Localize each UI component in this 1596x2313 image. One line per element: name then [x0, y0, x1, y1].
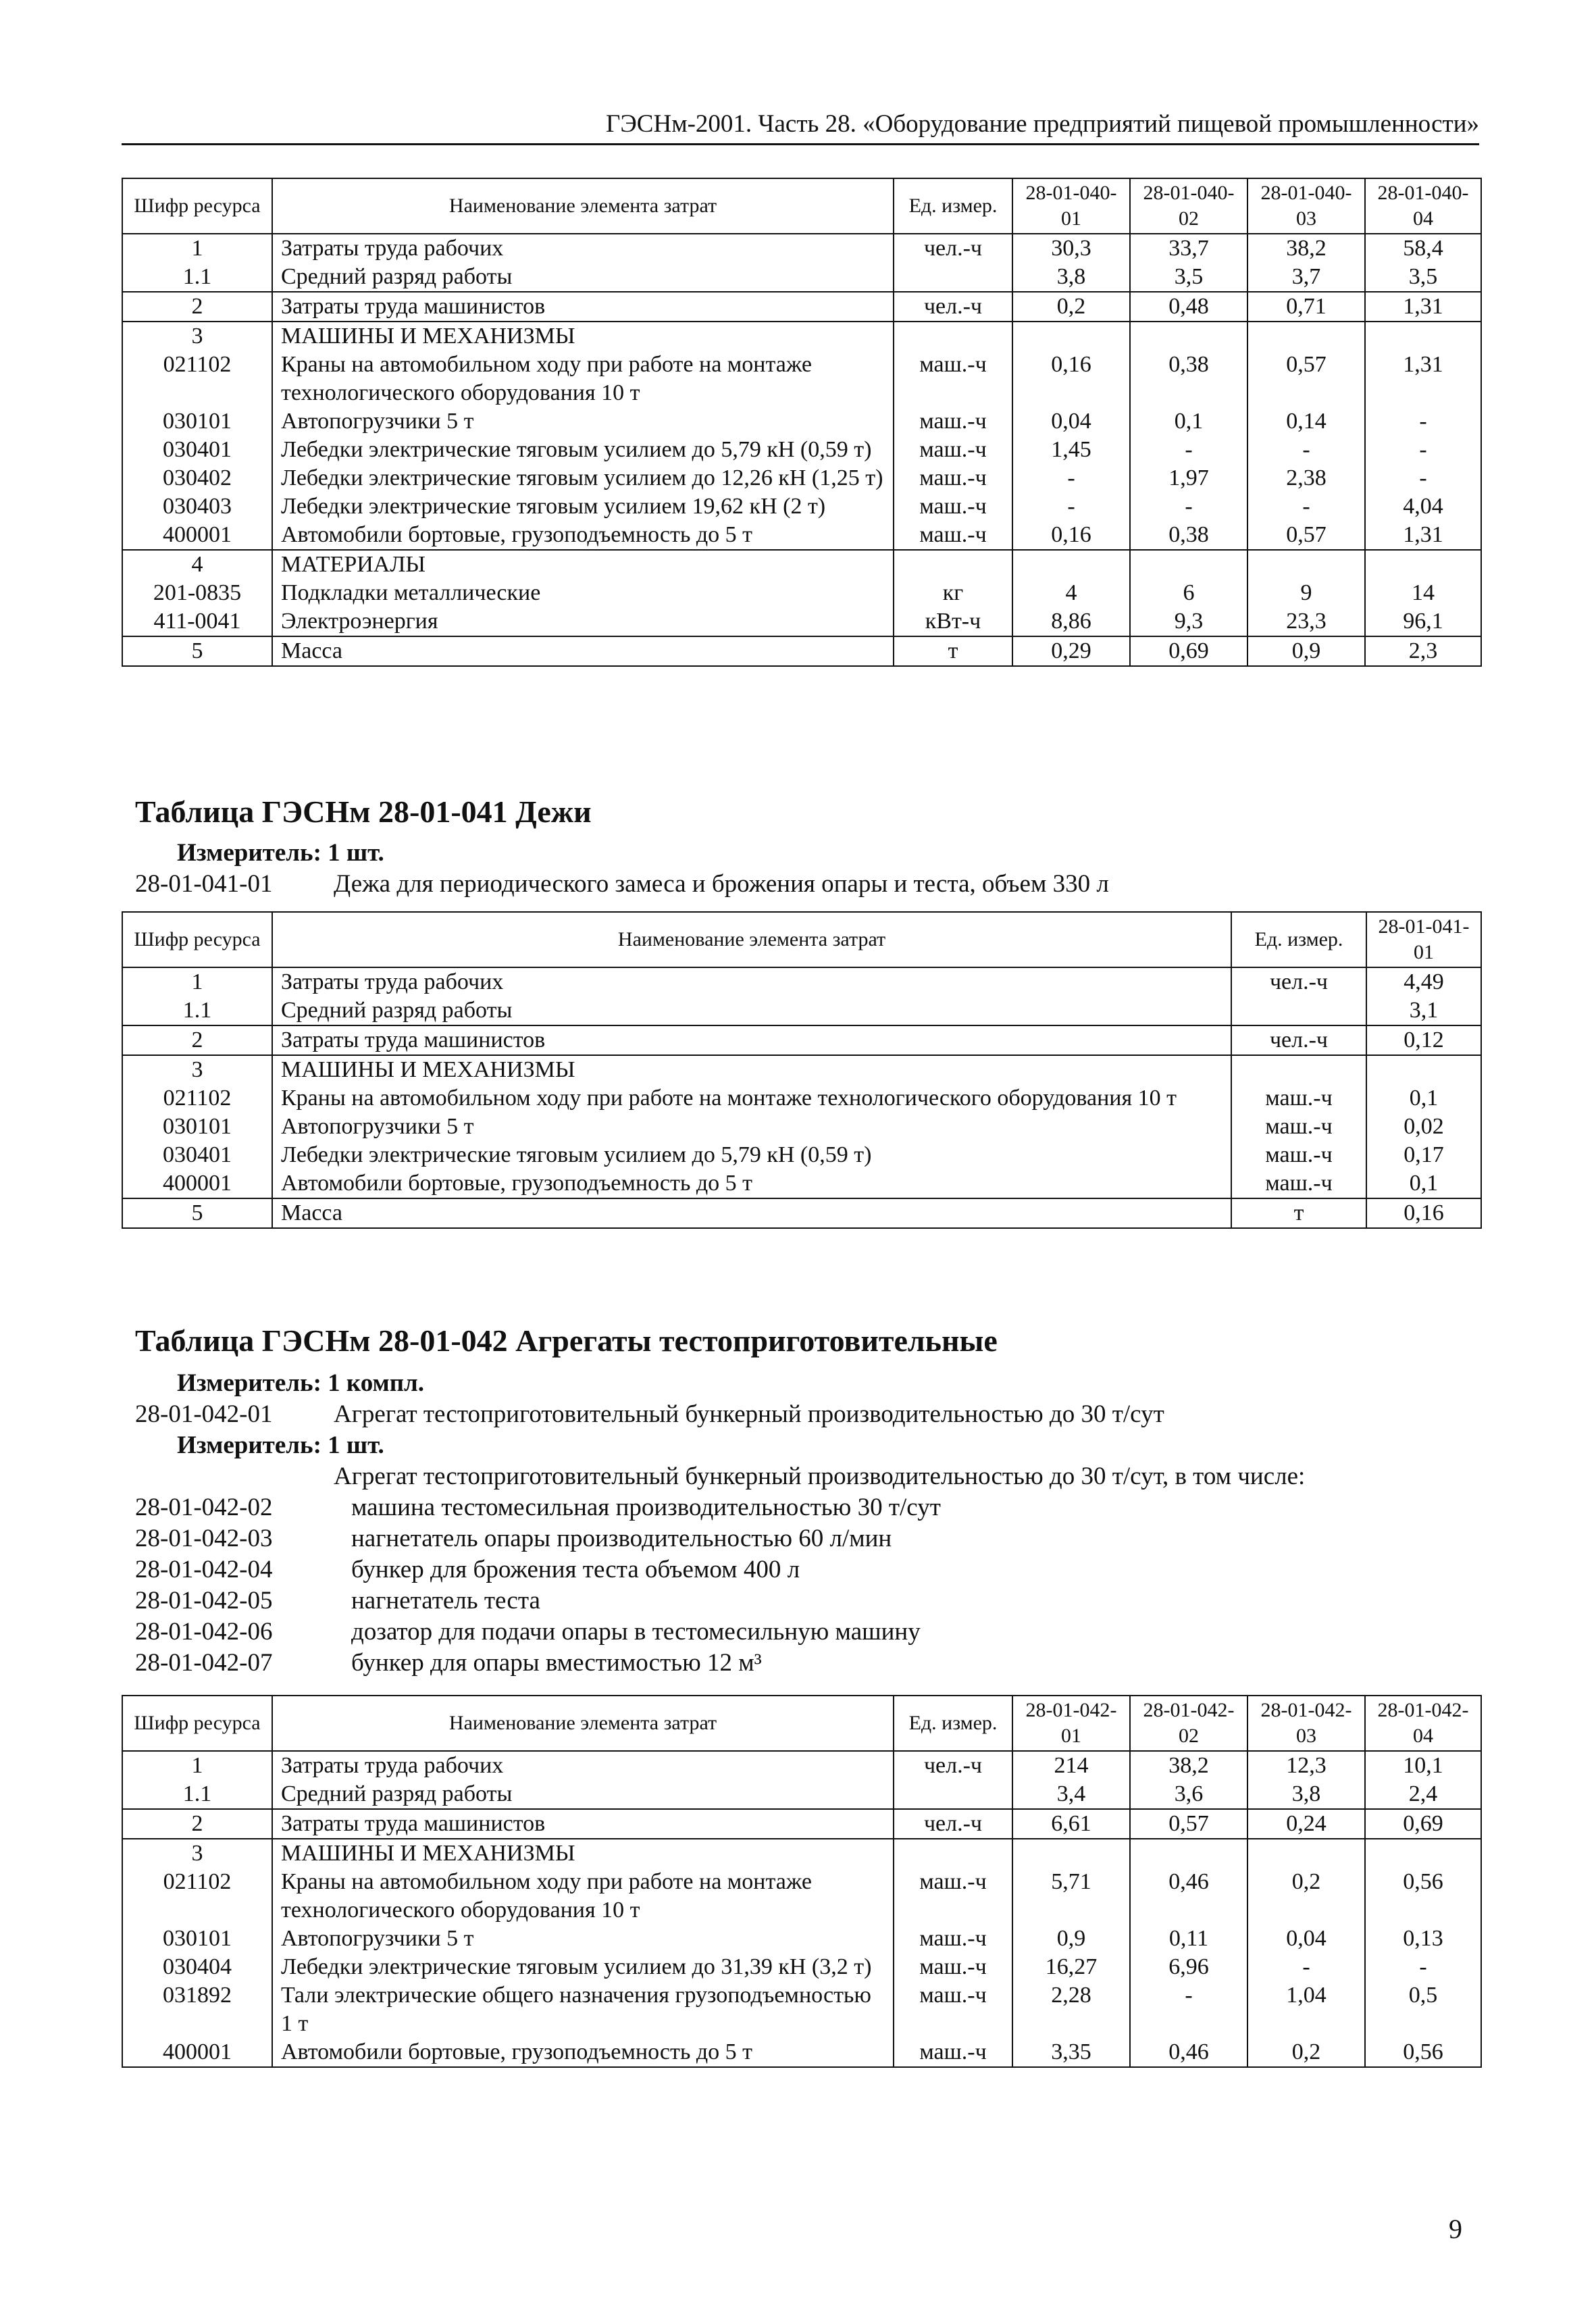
row-value: - — [1130, 1981, 1247, 2038]
table-row — [122, 996, 1481, 1025]
row-unit — [1231, 996, 1366, 1025]
row-name: Средний разряд работы — [272, 263, 894, 292]
row-value: - — [1012, 464, 1130, 492]
row-value: 0,24 — [1247, 1809, 1365, 1839]
col-header-040-03: 28-01-040-03 — [1247, 178, 1365, 234]
row-unit: чел.-ч — [894, 292, 1012, 322]
row-value — [1012, 1839, 1130, 1868]
col-header-unit: Ед. измер. — [894, 178, 1012, 234]
col-header-name: Наименование элемента затрат — [272, 912, 1231, 967]
row-value — [1012, 322, 1130, 351]
row-value: - — [1365, 436, 1481, 464]
row-value: 0,38 — [1130, 521, 1247, 550]
item-code: 28-01-042-02 — [135, 1494, 273, 1521]
row-value: 33,7 — [1130, 234, 1247, 263]
table-row — [122, 550, 1481, 579]
col-header-042-04: 28-01-042-04 — [1365, 1696, 1481, 1751]
col-header-code: Шифр ресурса — [122, 1696, 272, 1751]
row-code: 030101 — [122, 1925, 272, 1953]
row-name: Лебедки электрические тяговым усилием 19,62 кН (2 т) — [272, 492, 894, 521]
row-value: 0,1 — [1366, 1169, 1481, 1198]
table-header-row — [122, 1696, 1481, 1751]
row-name: Краны на автомобильном ходу при работе на монтаже технологического оборудования 10 т — [272, 1868, 894, 1925]
row-value: 0,57 — [1247, 351, 1365, 407]
row-unit: маш.-ч — [894, 1981, 1012, 2038]
row-name: Автомобили бортовые, грузоподъемность до 5 т — [272, 521, 894, 550]
section-heading-machines: МАШИНЫ И МЕХАНИЗМЫ — [272, 1839, 894, 1868]
row-unit: чел.-ч — [1231, 967, 1366, 996]
table-row — [122, 1084, 1481, 1113]
row-unit — [894, 263, 1012, 292]
row-code: 021102 — [122, 1084, 272, 1113]
resource-table-040 — [122, 178, 1482, 667]
row-name: Средний разряд работы — [272, 996, 1231, 1025]
row-value: 16,27 — [1012, 1953, 1130, 1981]
row-code: 2 — [122, 1025, 272, 1055]
item-description: бункер для опары вместимостью 12 м³ — [351, 1649, 762, 1677]
row-unit: кВт-ч — [894, 607, 1012, 636]
row-value: 3,4 — [1012, 1780, 1130, 1809]
row-unit: т — [894, 636, 1012, 666]
row-name: Затраты труда рабочих — [272, 234, 894, 263]
table-row — [122, 1198, 1481, 1228]
row-code: 3 — [122, 322, 272, 351]
row-unit: маш.-ч — [1231, 1113, 1366, 1141]
row-name: Затраты труда рабочих — [272, 967, 1231, 996]
row-code: 201-0835 — [122, 579, 272, 607]
row-unit: маш.-ч — [894, 464, 1012, 492]
row-unit — [894, 1780, 1012, 1809]
row-value: - — [1130, 436, 1247, 464]
row-value: 0,71 — [1247, 292, 1365, 322]
row-code: 030401 — [122, 1141, 272, 1169]
row-value — [1130, 1839, 1247, 1868]
item-code: 28-01-041-01 — [135, 870, 273, 898]
row-value: 0,16 — [1012, 521, 1130, 550]
row-name: Масса — [272, 636, 894, 666]
table-row — [122, 492, 1481, 521]
row-code: 400001 — [122, 2038, 272, 2067]
row-name: Автопогрузчики 5 т — [272, 1113, 1231, 1141]
row-value: 1,31 — [1365, 351, 1481, 407]
row-value: 14 — [1365, 579, 1481, 607]
row-value: 0,14 — [1247, 407, 1365, 436]
row-code: 1.1 — [122, 263, 272, 292]
row-value: 0,16 — [1366, 1198, 1481, 1228]
row-value: 12,3 — [1247, 1751, 1365, 1780]
item-description: нагнетатель теста — [351, 1587, 540, 1615]
row-code: 1 — [122, 234, 272, 263]
row-value: 3,35 — [1012, 2038, 1130, 2067]
row-unit: маш.-ч — [894, 521, 1012, 550]
row-value: 6 — [1130, 579, 1247, 607]
row-unit: маш.-ч — [894, 1953, 1012, 1981]
col-header-040-02: 28-01-040-02 — [1130, 178, 1247, 234]
table-row — [122, 1868, 1481, 1925]
row-value: 0,46 — [1130, 2038, 1247, 2067]
row-name: Тали электрические общего назначения грузоподъемностью 1 т — [272, 1981, 894, 2038]
row-value: 1,97 — [1130, 464, 1247, 492]
row-value: 3,6 — [1130, 1780, 1247, 1809]
row-name: Лебедки электрические тяговым усилием до 5,79 кН (0,59 т) — [272, 1141, 1231, 1169]
row-value: - — [1365, 1953, 1481, 1981]
row-code: 1.1 — [122, 996, 272, 1025]
item-description: бункер для брожения теста объемом 400 л — [351, 1556, 800, 1583]
row-value: 2,3 — [1365, 636, 1481, 666]
row-code: 4 — [122, 550, 272, 579]
table-row — [122, 967, 1481, 996]
row-code: 5 — [122, 1198, 272, 1228]
row-name: Автомобили бортовые, грузоподъемность до 5 т — [272, 1169, 1231, 1198]
row-value: 8,86 — [1012, 607, 1130, 636]
row-code: 030101 — [122, 407, 272, 436]
row-value: - — [1365, 407, 1481, 436]
row-name: Автопогрузчики 5 т — [272, 407, 894, 436]
col-header-code: Шифр ресурса — [122, 178, 272, 234]
table-row — [122, 1141, 1481, 1169]
table-title-041: Таблица ГЭСНм 28-01-041 Дежи — [135, 794, 592, 829]
row-value: 4,49 — [1366, 967, 1481, 996]
row-name: Автопогрузчики 5 т — [272, 1925, 894, 1953]
row-value: 0,46 — [1130, 1868, 1247, 1925]
row-code: 1.1 — [122, 1780, 272, 1809]
row-name: Средний разряд работы — [272, 1780, 894, 1809]
row-value: 0,04 — [1012, 407, 1130, 436]
row-value: 0,17 — [1366, 1141, 1481, 1169]
table-row — [122, 1981, 1481, 2038]
row-code: 021102 — [122, 351, 272, 407]
table-row — [122, 1055, 1481, 1084]
row-value: 0,57 — [1247, 521, 1365, 550]
row-unit: маш.-ч — [1231, 1084, 1366, 1113]
row-unit: маш.-ч — [1231, 1169, 1366, 1198]
item-description: Дежа для периодического замеса и брожения опары и теста, объем 330 л — [334, 870, 1109, 898]
meter-041: Измеритель: 1 шт. — [177, 839, 384, 867]
row-value: 3,8 — [1247, 1780, 1365, 1809]
row-unit: чел.-ч — [1231, 1025, 1366, 1055]
col-header-040-04: 28-01-040-04 — [1365, 178, 1481, 234]
row-value — [1130, 550, 1247, 579]
table-row — [122, 2038, 1481, 2067]
row-value — [1247, 1839, 1365, 1868]
row-value: 96,1 — [1365, 607, 1481, 636]
table-row — [122, 1751, 1481, 1780]
row-unit — [1231, 1055, 1366, 1084]
row-name: Затраты труда машинистов — [272, 1809, 894, 1839]
row-code: 030401 — [122, 436, 272, 464]
row-code: 3 — [122, 1839, 272, 1868]
row-unit: кг — [894, 579, 1012, 607]
row-value: 10,1 — [1365, 1751, 1481, 1780]
item-code: 28-01-042-07 — [135, 1649, 273, 1677]
row-name: Краны на автомобильном ходу при работе на монтаже технологического оборудования 10 т — [272, 351, 894, 407]
table-row — [122, 292, 1481, 322]
table-row — [122, 1809, 1481, 1839]
row-value: 0,2 — [1247, 2038, 1365, 2067]
row-value — [1365, 322, 1481, 351]
table-row — [122, 1169, 1481, 1198]
row-unit: маш.-ч — [894, 1868, 1012, 1925]
row-unit: маш.-ч — [894, 436, 1012, 464]
row-value — [1365, 1839, 1481, 1868]
item-description: дозатор для подачи опары в тестомесильную машину — [351, 1618, 921, 1646]
item-description: Агрегат тестоприготовительный бункерный производительностью до 30 т/сут — [334, 1400, 1164, 1428]
row-code: 031892 — [122, 1981, 272, 2038]
row-name: Подкладки металлические — [272, 579, 894, 607]
row-code: 400001 — [122, 1169, 272, 1198]
row-unit: маш.-ч — [894, 351, 1012, 407]
row-value: 0,56 — [1365, 1868, 1481, 1925]
section-heading-machines: МАШИНЫ И МЕХАНИЗМЫ — [272, 322, 894, 351]
resource-table-042 — [122, 1695, 1482, 2068]
row-code: 411-0041 — [122, 607, 272, 636]
table-title-042: Таблица ГЭСНм 28-01-042 Агрегаты тестоприготовительные — [135, 1323, 998, 1358]
running-header: ГЭСНм-2001. Часть 28. «Оборудование предприятий пищевой промышленности» — [122, 108, 1479, 145]
item-description: машина тестомесильная производительностью 30 т/сут — [351, 1494, 941, 1521]
col-header-041-01: 28-01-041-01 — [1366, 912, 1481, 967]
items-intro: Агрегат тестоприготовительный бункерный производительностью до 30 т/сут, в том числе: — [334, 1463, 1306, 1490]
row-unit: чел.-ч — [894, 1809, 1012, 1839]
table-row — [122, 636, 1481, 666]
row-value: 214 — [1012, 1751, 1130, 1780]
row-unit — [894, 1839, 1012, 1868]
row-name: Затраты труда машинистов — [272, 1025, 1231, 1055]
row-value: 0,5 — [1365, 1981, 1481, 2038]
table-row — [122, 579, 1481, 607]
row-unit — [894, 322, 1012, 351]
row-name: Затраты труда машинистов — [272, 292, 894, 322]
table-row — [122, 1113, 1481, 1141]
row-code: 030403 — [122, 492, 272, 521]
row-value: - — [1247, 492, 1365, 521]
page-number: 9 — [1449, 2214, 1462, 2244]
row-name: Автомобили бортовые, грузоподъемность до 5 т — [272, 2038, 894, 2067]
table-row — [122, 263, 1481, 292]
item-code: 28-01-042-05 — [135, 1587, 273, 1615]
row-value — [1366, 1055, 1481, 1084]
row-value: 0,9 — [1012, 1925, 1130, 1953]
row-value: 4,04 — [1365, 492, 1481, 521]
row-value: 3,5 — [1130, 263, 1247, 292]
row-code: 400001 — [122, 521, 272, 550]
row-value: 2,4 — [1365, 1780, 1481, 1809]
row-value: 2,28 — [1012, 1981, 1130, 2038]
row-value: - — [1247, 436, 1365, 464]
row-code: 021102 — [122, 1868, 272, 1925]
row-value: 4 — [1012, 579, 1130, 607]
col-header-name: Наименование элемента затрат — [272, 1696, 894, 1751]
row-value: 0,13 — [1365, 1925, 1481, 1953]
col-header-042-01: 28-01-042-01 — [1012, 1696, 1130, 1751]
row-name: Масса — [272, 1198, 1231, 1228]
row-value: 0,69 — [1130, 636, 1247, 666]
row-code: 5 — [122, 636, 272, 666]
row-value: 9 — [1247, 579, 1365, 607]
col-header-042-02: 28-01-042-02 — [1130, 1696, 1247, 1751]
row-value: 0,04 — [1247, 1925, 1365, 1953]
table-row — [122, 322, 1481, 351]
row-value: 1,31 — [1365, 292, 1481, 322]
row-unit: чел.-ч — [894, 1751, 1012, 1780]
row-value: 0,12 — [1366, 1025, 1481, 1055]
row-value: 0,11 — [1130, 1925, 1247, 1953]
resource-table-041 — [122, 911, 1482, 1229]
row-code: 1 — [122, 967, 272, 996]
col-header-code: Шифр ресурса — [122, 912, 272, 967]
table-row — [122, 1780, 1481, 1809]
row-value: - — [1012, 492, 1130, 521]
row-value: - — [1247, 1953, 1365, 1981]
col-header-unit: Ед. измер. — [1231, 912, 1366, 967]
table-row — [122, 436, 1481, 464]
row-value: 0,38 — [1130, 351, 1247, 407]
row-value: 0,2 — [1012, 292, 1130, 322]
row-name: Затраты труда рабочих — [272, 1751, 894, 1780]
col-header-name: Наименование элемента затрат — [272, 178, 894, 234]
row-value — [1365, 550, 1481, 579]
row-value: 58,4 — [1365, 234, 1481, 263]
row-name: Краны на автомобильном ходу при работе на монтаже технологического оборудования 10 т — [272, 1084, 1231, 1113]
col-header-042-03: 28-01-042-03 — [1247, 1696, 1365, 1751]
item-description: нагнетатель опары производительностью 60 л/мин — [351, 1525, 892, 1552]
row-name: Лебедки электрические тяговым усилием до 5,79 кН (0,59 т) — [272, 436, 894, 464]
section-heading-machines: МАШИНЫ И МЕХАНИЗМЫ — [272, 1055, 1231, 1084]
row-name: Лебедки электрические тяговым усилием до 12,26 кН (1,25 т) — [272, 464, 894, 492]
row-value: 23,3 — [1247, 607, 1365, 636]
row-value: 30,3 — [1012, 234, 1130, 263]
row-value: 5,71 — [1012, 1868, 1130, 1925]
row-value: 3,7 — [1247, 263, 1365, 292]
row-value: 0,1 — [1130, 407, 1247, 436]
item-code: 28-01-042-04 — [135, 1556, 273, 1583]
row-value — [1247, 550, 1365, 579]
row-value: 0,16 — [1012, 351, 1130, 407]
table-header-row — [122, 912, 1481, 967]
row-code: 3 — [122, 1055, 272, 1084]
row-value: 6,96 — [1130, 1953, 1247, 1981]
table-row — [122, 1839, 1481, 1868]
col-header-040-01: 28-01-040-01 — [1012, 178, 1130, 234]
row-value: - — [1365, 464, 1481, 492]
meter-042-complect: Измеритель: 1 компл. — [177, 1369, 425, 1397]
row-value: 9,3 — [1130, 607, 1247, 636]
row-value: - — [1130, 492, 1247, 521]
table-row — [122, 234, 1481, 263]
table-row — [122, 521, 1481, 550]
row-value: 38,2 — [1247, 234, 1365, 263]
row-value: 0,57 — [1130, 1809, 1247, 1839]
table-row — [122, 464, 1481, 492]
table-row — [122, 351, 1481, 407]
table-row — [122, 1953, 1481, 1981]
table-header-row — [122, 178, 1481, 234]
row-code: 030402 — [122, 464, 272, 492]
row-value: 0,1 — [1366, 1084, 1481, 1113]
row-value: 0,29 — [1012, 636, 1130, 666]
row-unit: чел.-ч — [894, 234, 1012, 263]
table-row — [122, 1025, 1481, 1055]
row-unit: маш.-ч — [894, 1925, 1012, 1953]
col-header-unit: Ед. измер. — [894, 1696, 1012, 1751]
row-value: 0,69 — [1365, 1809, 1481, 1839]
row-unit: т — [1231, 1198, 1366, 1228]
row-value: 1,04 — [1247, 1981, 1365, 2038]
item-code: 28-01-042-01 — [135, 1400, 273, 1428]
row-value: 38,2 — [1130, 1751, 1247, 1780]
row-unit — [894, 550, 1012, 579]
row-value: 3,8 — [1012, 263, 1130, 292]
row-value: 0,02 — [1366, 1113, 1481, 1141]
row-code: 2 — [122, 1809, 272, 1839]
row-value — [1247, 322, 1365, 351]
table-row — [122, 607, 1481, 636]
row-unit: маш.-ч — [894, 407, 1012, 436]
row-value — [1130, 322, 1247, 351]
item-code: 28-01-042-03 — [135, 1525, 273, 1552]
row-code: 030101 — [122, 1113, 272, 1141]
row-value: 0,2 — [1247, 1868, 1365, 1925]
row-code: 1 — [122, 1751, 272, 1780]
row-value: 3,5 — [1365, 263, 1481, 292]
row-value: 1,31 — [1365, 521, 1481, 550]
row-value: 1,45 — [1012, 436, 1130, 464]
row-value — [1012, 550, 1130, 579]
row-name: Лебедки электрические тяговым усилием до 31,39 кН (3,2 т) — [272, 1953, 894, 1981]
row-unit: маш.-ч — [894, 2038, 1012, 2067]
row-name: Электроэнергия — [272, 607, 894, 636]
row-code: 2 — [122, 292, 272, 322]
row-value: 6,61 — [1012, 1809, 1130, 1839]
row-code: 030404 — [122, 1953, 272, 1981]
row-value: 2,38 — [1247, 464, 1365, 492]
item-code: 28-01-042-06 — [135, 1618, 273, 1646]
table-row — [122, 1925, 1481, 1953]
row-unit: маш.-ч — [894, 492, 1012, 521]
row-value: 0,56 — [1365, 2038, 1481, 2067]
row-value: 0,9 — [1247, 636, 1365, 666]
meter-042-piece: Измеритель: 1 шт. — [177, 1431, 384, 1459]
row-value: 0,48 — [1130, 292, 1247, 322]
section-heading-materials: МАТЕРИАЛЫ — [272, 550, 894, 579]
row-unit: маш.-ч — [1231, 1141, 1366, 1169]
table-row — [122, 407, 1481, 436]
row-value: 3,1 — [1366, 996, 1481, 1025]
